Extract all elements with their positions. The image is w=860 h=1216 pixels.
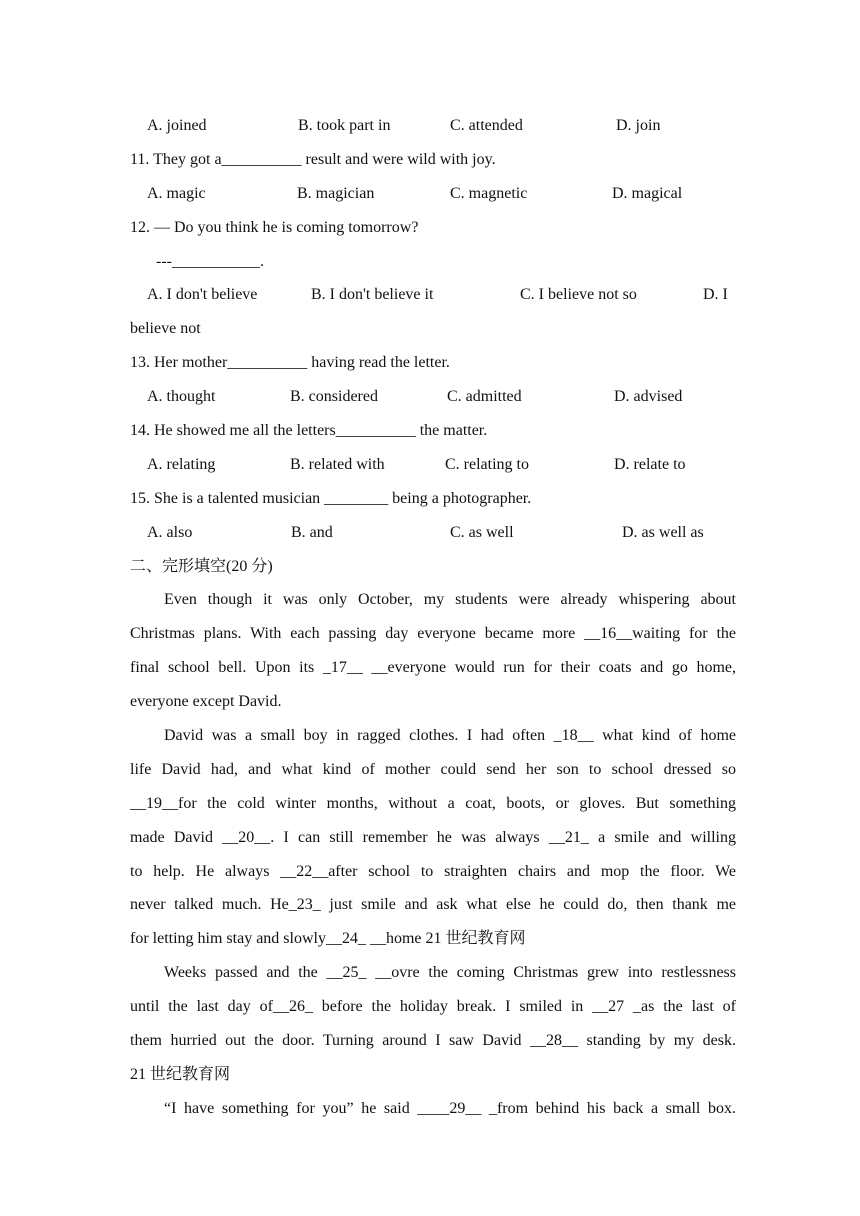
q11-option-d: D. magical <box>612 184 683 202</box>
q13-stem: 13. Her mother__________ having read the letter. <box>130 354 450 372</box>
passage-line: Christmas plans. With each passing day everyone became more __16__waiting for the <box>130 625 736 643</box>
q15-stem: 15. She is a talented musician ________ being a photographer. <box>130 489 532 507</box>
passage-line: until the last day of__26_ before the holiday break. I smiled in __27 _as the last of <box>130 998 736 1016</box>
passage-line: everyone except David. <box>130 693 282 711</box>
q13-options <box>130 380 736 414</box>
passage-line: 21 世纪教育网 <box>130 1065 231 1083</box>
passage-line: them hurried out the door. Turning around I saw David __28__ standing by my desk. <box>130 1032 736 1050</box>
q15-option-a: A. also <box>147 523 193 541</box>
q11-options <box>130 177 736 211</box>
section-heading-cloze: 二、完形填空(20 分) <box>130 557 273 575</box>
q12-option-c: C. I believe not so <box>520 286 637 304</box>
q12-stem: 12. — Do you think he is coming tomorrow? <box>130 218 419 236</box>
q12-option-a: A. I don't believe <box>147 286 258 304</box>
passage-line: Weeks passed and the __25_ __ovre the coming Christmas grew into restlessness <box>164 964 736 982</box>
q12-option-d-continued: believe not <box>130 320 201 338</box>
q14-option-b: B. related with <box>290 455 385 473</box>
q11-option-c: C. magnetic <box>450 184 528 202</box>
passage-line: never talked much. He_23_ just smile and ask what else he could do, then thank me <box>130 896 736 914</box>
q12-reply: ---___________. <box>156 252 264 270</box>
q12-option-d: D. I <box>703 286 728 304</box>
passage-line: for letting him stay and slowly__24_ __home 21 世纪教育网 <box>130 930 526 948</box>
q12-option-b: B. I don't believe it <box>311 286 434 304</box>
q10-option-b: B. took part in <box>298 117 391 134</box>
q10-option-d: D. join <box>616 117 661 134</box>
q12-options <box>130 278 736 312</box>
passage-line: life David had, and what kind of mother could send her son to school dressed so <box>130 760 736 778</box>
q14-option-c: C. relating to <box>445 455 529 473</box>
passage-line: Even though it was only October, my students were already whispering about <box>164 591 736 609</box>
q13-option-d: D. advised <box>614 388 683 406</box>
q14-options <box>130 448 736 482</box>
q14-stem: 14. He showed me all the letters__________ the matter. <box>130 422 488 440</box>
q11-option-a: A. magic <box>147 184 206 202</box>
q11-stem: 11. They got a__________ result and were wild with joy. <box>130 150 496 168</box>
q15-option-c: C. as well <box>450 523 514 541</box>
q15-option-b: B. and <box>291 523 333 541</box>
q14-option-a: A. relating <box>147 455 216 473</box>
q14-option-d: D. relate to <box>614 455 686 473</box>
passage-line: “I have something for you” he said ____29__ _from behind his back a small box. <box>164 1099 736 1117</box>
q13-option-b: B. considered <box>290 388 378 406</box>
passage-line: final school bell. Upon its _17__ __everyone would run for their coats and go home, <box>130 659 736 677</box>
q10-option-a: A. joined <box>147 117 207 134</box>
exam-content <box>130 109 736 1126</box>
passage-line: David was a small boy in ragged clothes. I had often _18__ what kind of home <box>164 727 736 745</box>
passage-line: made David __20__. I can still remember he was always __21_ a smile and willing <box>130 828 736 846</box>
q10-option-c: C. attended <box>450 117 523 134</box>
passage-line: __19__for the cold winter months, without a coat, boots, or gloves. But something <box>130 794 736 812</box>
q13-option-a: A. thought <box>147 388 216 406</box>
q15-option-d: D. as well as <box>622 523 704 541</box>
q15-options <box>130 516 736 550</box>
passage-line: to help. He always __22__after school to straighten chairs and mop the floor. We <box>130 862 736 880</box>
q11-option-b: B. magician <box>297 184 375 202</box>
q10-options <box>130 109 736 143</box>
q13-option-c: C. admitted <box>447 388 522 406</box>
